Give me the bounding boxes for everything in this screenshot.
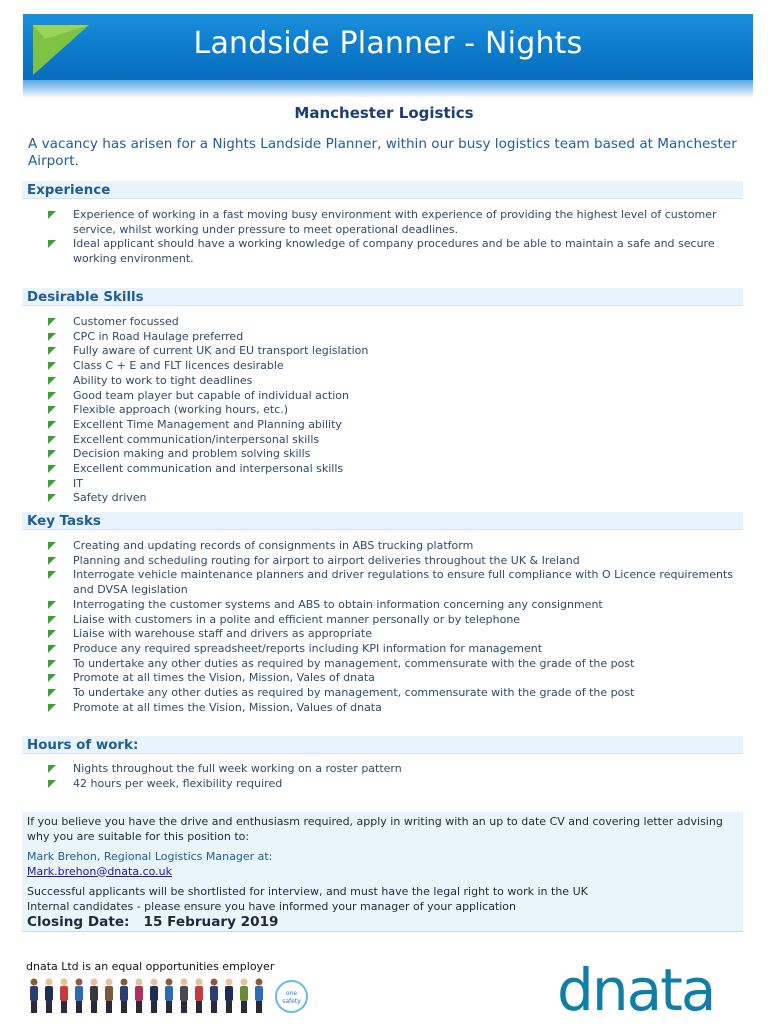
list-item-text: Ideal applicant should have a working knowledge of company procedures and be able to maintain a safe and secure working environment. [73,237,715,266]
green-arrow-bullet-icon [48,436,56,444]
green-arrow-bullet-icon [48,421,56,429]
list-item-text: Experience of working in a fast moving busy environment with experience of providing the highest level of customer service, whilst working under pressure to meet operational deadlines. [73,208,717,236]
list-item-text: To undertake any other duties as required by management, commensurate with the grade of the post [73,656,635,670]
list-item-text: Produce any required spreadsheet/reports including KPI information for management [73,641,543,655]
staff-figure [165,979,173,1014]
list-item [48,462,743,477]
list-item-text: Liaise with warehouse staff and drivers as appropriate [73,627,372,641]
green-arrow-bullet-icon [48,318,56,326]
intro-paragraph: A vacancy has arisen for a Nights Landside Planner, within our busy logistics team based at Manchester Airport. [28,136,737,169]
staff-illustration-icon [26,977,271,1017]
green-arrow-bullet-icon [48,392,56,400]
green-arrow-bullet-icon [48,542,56,550]
green-arrow-bullet-icon [48,240,56,248]
list-item-text: Good team player but capable of individual action [73,388,349,402]
list-item-text: Excellent Time Management and Planning ability [73,417,342,431]
company-name: Manchester Logistics [294,104,474,122]
list-item-text: Creating and updating records of consignments in ABS trucking platform [73,539,474,552]
list-item-text: IT [73,476,83,490]
list-item [48,777,743,792]
list-item-text: Safety driven [73,491,147,505]
list-item [48,433,743,448]
green-arrow-bullet-icon [48,571,56,579]
list-item [48,671,743,686]
closing-date-label: Closing Date: [27,914,130,930]
list-item [48,686,743,701]
green-arrow-bullet-icon [48,557,56,565]
staff-figure [120,979,128,1014]
apply-instructions: If you believe you have the drive and enthusiasm required, apply in writing with an up to date CV and covering letter advising why you are suitable for this position to: [27,815,723,843]
list-item-text: 42 hours per week, flexibility required [73,776,283,790]
list-item [48,491,743,506]
green-arrow-bullet-icon [48,765,56,773]
list-item [48,359,743,374]
list-item-text: Planning and scheduling routing for airport to airport deliveries throughout the UK & Ireland [73,553,580,567]
list-item [48,237,743,266]
green-arrow-bullet-icon [48,480,56,488]
list-item-text: Class C + E and FLT licences desirable [73,359,284,373]
list-item [48,477,743,492]
green-arrow-bullet-icon [48,601,56,609]
staff-figure [135,979,143,1014]
green-arrow-bullet-icon [48,689,56,697]
staff-figure [105,979,113,1014]
green-arrow-bullet-icon [48,377,56,385]
green-arrow-bullet-icon [48,616,56,624]
list-item [48,642,743,657]
green-arrow-bullet-icon [48,362,56,370]
contact-person: Mark Brehon, Regional Logistics Manager at: [27,850,273,863]
hours-list [48,762,743,791]
experience-list [48,208,743,267]
experience-heading: Experience [22,181,743,199]
list-item [48,598,743,613]
green-arrow-bullet-icon [48,630,56,638]
list-item [48,657,743,672]
staff-figure [195,979,203,1014]
staff-figure [150,979,158,1014]
list-item-text: Interrogating the customer systems and ABS to obtain information concerning any consignment [73,597,603,611]
list-item-text: Customer focussed [73,315,179,328]
closing-date-row [27,914,743,931]
title-banner [23,14,753,80]
list-item [48,447,743,462]
list-item-text: Promote at all times the Vision, Mission, Vales of dnata [73,671,375,685]
staff-figure [75,979,83,1014]
job-title: Landside Planner - Nights [193,26,583,61]
list-item [48,403,743,418]
list-item-text: Excellent communication/interpersonal skills [73,432,320,446]
green-arrow-bullet-icon [48,780,56,788]
list-item [48,627,743,642]
skills-list [48,315,743,506]
staff-figure [45,979,53,1014]
staff-figure [60,979,68,1014]
list-item [48,344,743,359]
shortlist-note: Successful applicants will be shortlisted for interview, and must have the legal right to work in the UK [27,885,588,898]
list-item [48,762,743,777]
staff-figure [240,979,248,1014]
staff-figure [90,979,98,1014]
list-item-text: Fully aware of current UK and EU transport legislation [73,344,369,358]
list-item-text: To undertake any other duties as required by management, commensurate with the grade of the post [73,686,635,700]
green-arrow-bullet-icon [48,465,56,473]
list-item [48,330,743,345]
list-item [48,613,743,628]
green-arrow-bullet-icon [48,704,56,712]
staff-figure [210,979,218,1014]
list-item [48,315,743,330]
green-arrow-bullet-icon [48,211,56,219]
internal-candidates-note: Internal candidates - please ensure you have informed your manager of your application [27,899,517,913]
staff-figure [180,979,188,1014]
staff-figure [30,979,38,1014]
staff-figure [255,979,263,1014]
list-item-text: CPC in Road Haulage preferred [73,329,244,343]
green-arrow-bullet-icon [48,494,56,502]
list-item [48,701,743,716]
one-safety-badge [275,980,308,1013]
dnata-logo: dnata [557,956,715,1024]
list-item-text: Interrogate vehicle maintenance planners and driver regulations to ensure full compliance with O Licence requirements and DVSA legislation [73,568,734,597]
green-arrow-bullet-icon [48,347,56,355]
list-item-text: Decision making and problem solving skills [73,447,311,461]
green-arrow-bullet-icon [48,660,56,668]
list-item [48,418,743,433]
equal-opportunities-statement: dnata Ltd is an equal opportunities employer [26,960,275,973]
hours-heading: Hours of work: [22,736,743,754]
list-item-text: Excellent communication and interpersonal skills [73,462,344,476]
list-item [48,389,743,404]
closing-date-value: 15 February 2019 [143,914,279,930]
list-item-text: Flexible approach (working hours, etc.) [73,403,289,417]
list-item [48,208,743,237]
green-arrow-bullet-icon [48,674,56,682]
list-item [48,539,743,554]
staff-figure [225,979,233,1014]
list-item-text: Liaise with customers in a polite and efficient manner personally or by telephone [73,612,521,626]
tasks-heading: Key Tasks [22,512,743,530]
green-arrow-bullet-icon [48,406,56,414]
contact-email-link[interactable]: Mark.brehon@dnata.co.uk [27,864,172,878]
banner-shadow [23,80,753,98]
list-item-text: Promote at all times the Vision, Mission, Values of dnata [73,700,382,714]
green-arrow-bullet-icon [48,645,56,653]
tasks-list [48,539,743,715]
green-arrow-bullet-icon [48,450,56,458]
green-arrow-bullet-icon [48,333,56,341]
list-item [48,374,743,389]
application-box [22,812,743,932]
list-item-text: Nights throughout the full week working on a roster pattern [73,762,402,775]
safety-badge-text: one safety [282,990,301,1005]
list-item [48,554,743,569]
list-item [48,568,743,597]
list-item-text: Ability to work to tight deadlines [73,373,253,387]
skills-heading: Desirable Skills [22,288,743,306]
